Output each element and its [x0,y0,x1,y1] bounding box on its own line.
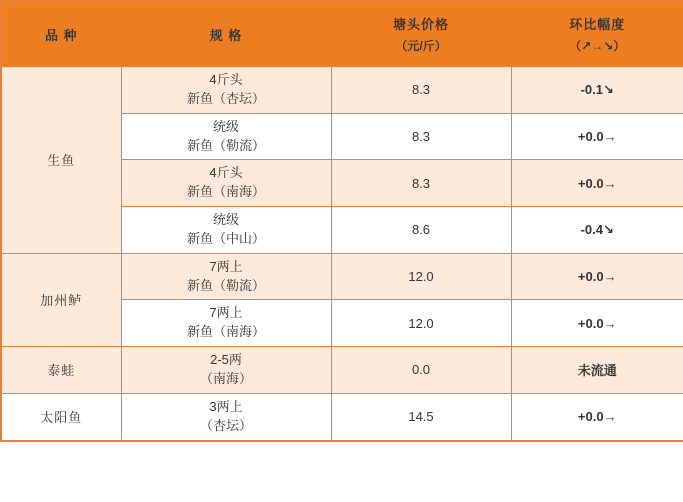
column-header-spec [121,1,331,67]
spec-line-2: 新鱼（杏坛） [186,90,265,106]
price-cell: 12.0 [331,300,511,347]
change-cell: 未流通 [511,347,683,394]
column-header-change [511,1,683,67]
spec-line-1: 2-5两 [210,352,242,368]
spec-line-2: 新鱼（勒流） [186,137,265,153]
column-header-change-main: 环比幅度 [569,17,626,32]
change-cell: -0.1↘ [511,67,683,114]
spec-cell [121,207,331,254]
table-body [1,67,683,441]
column-header-species-main: 品 种 [44,27,78,43]
price-cell: 8.3 [331,113,511,160]
price-cell: 8.3 [331,160,511,207]
change-cell: -0.4↘ [511,207,683,254]
change-cell: +0.0→ [511,393,683,440]
spec-line-1: 统级 [212,118,239,134]
spec-line-1: 4斤头 [209,72,243,87]
column-header-price [331,1,511,67]
change-cell: +0.0→ [511,253,683,300]
spec-cell [121,300,331,347]
spec-line-2: （南海） [199,370,252,386]
column-header-species [1,1,121,67]
spec-cell [121,393,331,440]
spec-cell [121,253,331,300]
spec-line-2: 新鱼（南海） [186,184,265,200]
table-row [1,67,683,114]
change-cell: +0.0→ [511,160,683,207]
column-header-spec-main: 规 格 [209,27,243,43]
price-cell: 12.0 [331,253,511,300]
spec-line-1: 7两上 [209,305,243,321]
spec-line-1: 3两上 [209,398,243,414]
table-row [1,347,683,394]
table-row [1,253,683,300]
table-row [1,393,683,440]
spec-cell [121,160,331,207]
change-cell: +0.0→ [511,300,683,347]
spec-line-2: （杏坛） [199,417,252,433]
price-cell: 8.3 [331,67,511,114]
price-cell: 0.0 [331,347,511,394]
price-cell: 14.5 [331,393,511,440]
spec-line-2: 新鱼（勒流） [186,277,265,293]
price-cell: 8.6 [331,207,511,254]
spec-line-1: 4斤头 [209,165,243,181]
species-cell: 生鱼 [1,67,121,254]
spec-line-1: 7两上 [209,258,243,274]
spec-cell [121,113,331,160]
change-cell: +0.0→ [511,113,683,160]
species-cell: 泰蛙 [1,347,121,394]
spec-line-2: 新鱼（南海） [186,324,265,340]
species-cell: 太阳鱼 [1,393,121,440]
table-header [1,1,683,67]
spec-line-2: 新鱼（中山） [186,230,265,246]
column-header-price-unit: （元/斤） [395,39,447,53]
spec-cell [121,347,331,394]
table-header-row [1,1,683,67]
column-header-price-main: 塘头价格 [392,17,449,32]
column-header-change-legend: （↗→↘） [569,39,626,53]
spec-line-1: 统级 [212,212,239,228]
spec-cell [121,67,331,114]
species-cell: 加州鲈 [1,253,121,346]
